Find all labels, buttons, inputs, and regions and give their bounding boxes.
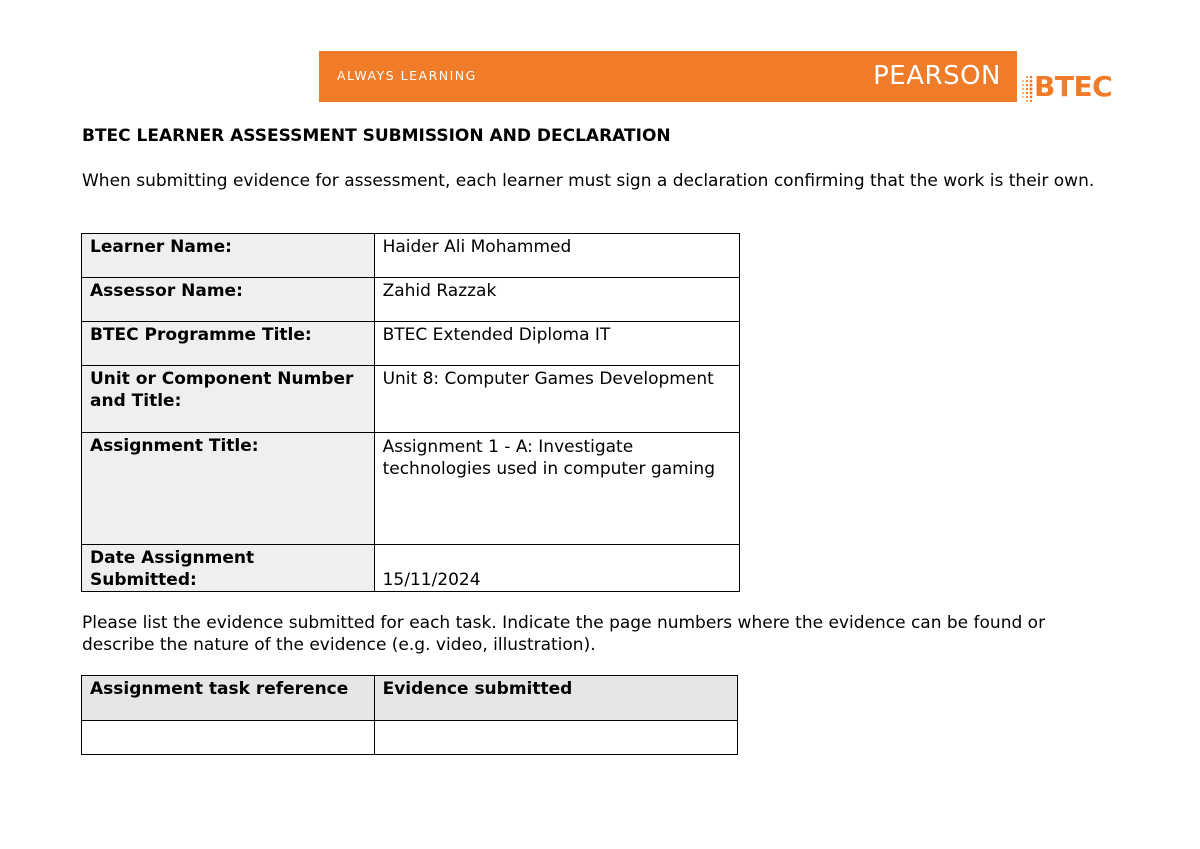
learner-name-label: Learner Name: [82,234,375,278]
task-reference-cell[interactable] [82,721,375,755]
banner-tagline: ALWAYS LEARNING [337,68,477,83]
pearson-logo: PEARSON [873,61,1001,91]
task-reference-header: Assignment task reference [82,676,375,721]
btec-dots-icon [1020,74,1034,102]
learner-details-table [81,233,740,592]
assessor-name-label: Assessor Name: [82,278,375,322]
evidence-submitted-header: Evidence submitted [374,676,737,721]
table-row [82,545,740,592]
declaration-intro: When submitting evidence for assessment, each learner must sign a declaration confirming that the work is their own. [82,171,1095,191]
assignment-title-label: Assignment Title: [82,433,375,545]
table-row [82,433,740,545]
table-row [82,366,740,433]
programme-title-label: BTEC Programme Title: [82,322,375,366]
pearson-banner [319,51,1017,102]
date-submitted-label: Date Assignment Submitted: [82,545,375,592]
unit-title-label: Unit or Component Number and Title: [82,366,375,433]
evidence-instructions: Please list the evidence submitted for each task. Indicate the page numbers where the evidence can be found or describe the nature of the evidence (e.g. video, illustration). [82,613,1046,655]
btec-logo [1020,70,1120,106]
programme-title-value: BTEC Extended Diploma IT [374,322,739,366]
unit-title-value: Unit 8: Computer Games Development [374,366,739,433]
evidence-table [81,675,738,755]
page-title: BTEC LEARNER ASSESSMENT SUBMISSION AND DECLARATION [82,126,671,146]
learner-name-value: Haider Ali Mohammed [374,234,739,278]
table-row [82,322,740,366]
table-header-row [82,676,738,721]
date-submitted-value: 15/11/2024 [374,545,739,592]
evidence-submitted-cell[interactable] [374,721,737,755]
btec-logo-text: BTEC [1034,70,1113,103]
table-row [82,278,740,322]
assignment-title-value: Assignment 1 - A: Investigate technologies used in computer gaming [374,433,739,545]
table-row [82,721,738,755]
assessor-name-value: Zahid Razzak [374,278,739,322]
table-row [82,234,740,278]
